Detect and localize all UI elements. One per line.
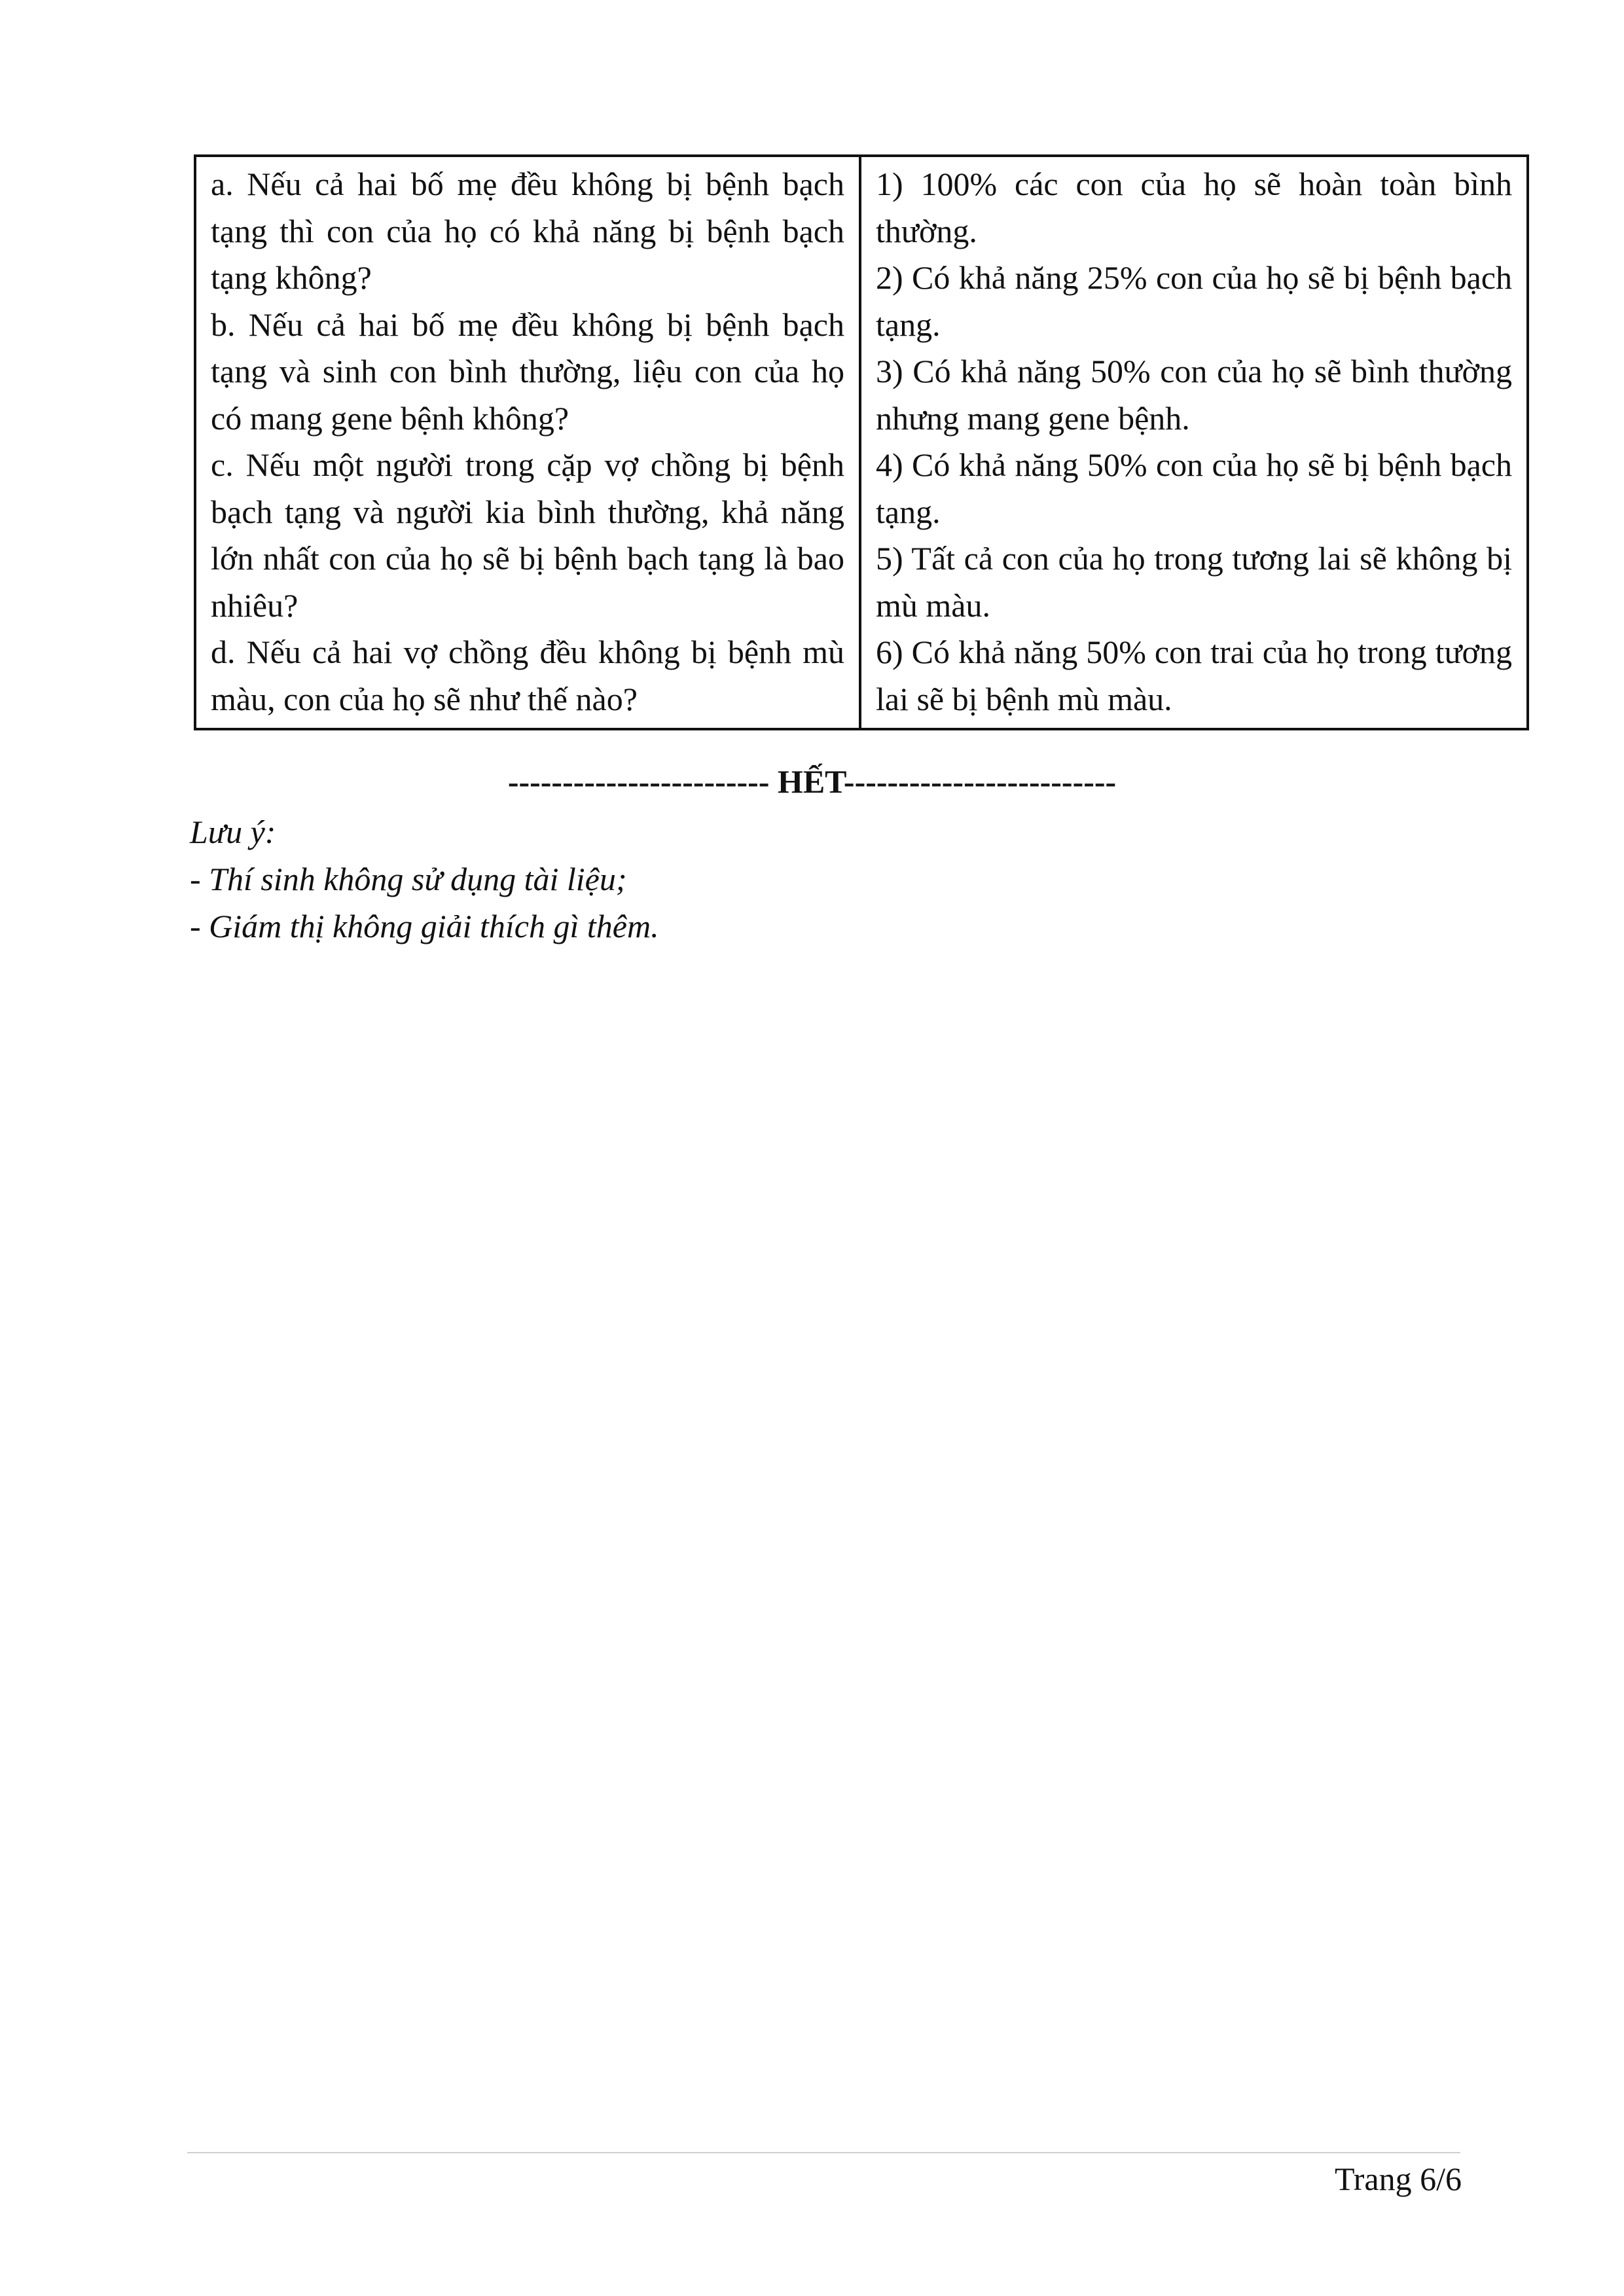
notes-title: Lưu ý: [190, 814, 276, 850]
question-a: a. Nếu cả hai bố mẹ đều không bị bệnh bạch tạng thì con của họ có khả năng bị bệnh bạch tạng không? [211, 166, 844, 296]
notes-section [190, 808, 659, 950]
footer-divider [187, 2152, 1460, 2153]
answer-1: 1) 100% các con của họ sẽ hoàn toàn bình thường. [876, 166, 1512, 249]
question-column [195, 156, 860, 729]
answer-4: 4) Có khả năng 50% con của họ sẽ bị bệnh bạch tạng. [876, 446, 1512, 530]
question-b: b. Nếu cả hai bố mẹ đều không bị bệnh bạch tạng và sinh con bình thường, liệu con của họ có mang gene bệnh không? [211, 306, 844, 437]
question-c: c. Nếu một người trong cặp vợ chồng bị bệnh bạch tạng và người kia bình thường, khả năng lớn nhất con của họ sẽ bị bệnh bạch tạng là bao nhiêu? [211, 446, 844, 624]
answer-3: 3) Có khả năng 50% con của họ sẽ bình thường nhưng mang gene bệnh. [876, 353, 1512, 437]
page-number: Trang 6/6 [1334, 2161, 1462, 2197]
answer-6: 6) Có khả năng 50% con trai của họ trong tương lai sẽ bị bệnh mù màu. [876, 634, 1512, 717]
answer-2: 2) Có khả năng 25% con của họ sẽ bị bệnh bạch tạng. [876, 259, 1512, 343]
end-marker: ------------------------ HẾT------------------------- [507, 763, 1117, 800]
answer-5: 5) Tất cả con của họ trong tương lai sẽ không bị mù màu. [876, 540, 1512, 624]
note-line-1: - Thí sinh không sử dụng tài liệu; [190, 861, 627, 897]
question-d: d. Nếu cả hai vợ chồng đều không bị bệnh mù màu, con của họ sẽ như thế nào? [211, 634, 844, 717]
matching-table [194, 154, 1529, 730]
note-line-2: - Giám thị không giải thích gì thêm. [190, 908, 659, 944]
answer-column [860, 156, 1528, 729]
table-row [195, 156, 1528, 729]
